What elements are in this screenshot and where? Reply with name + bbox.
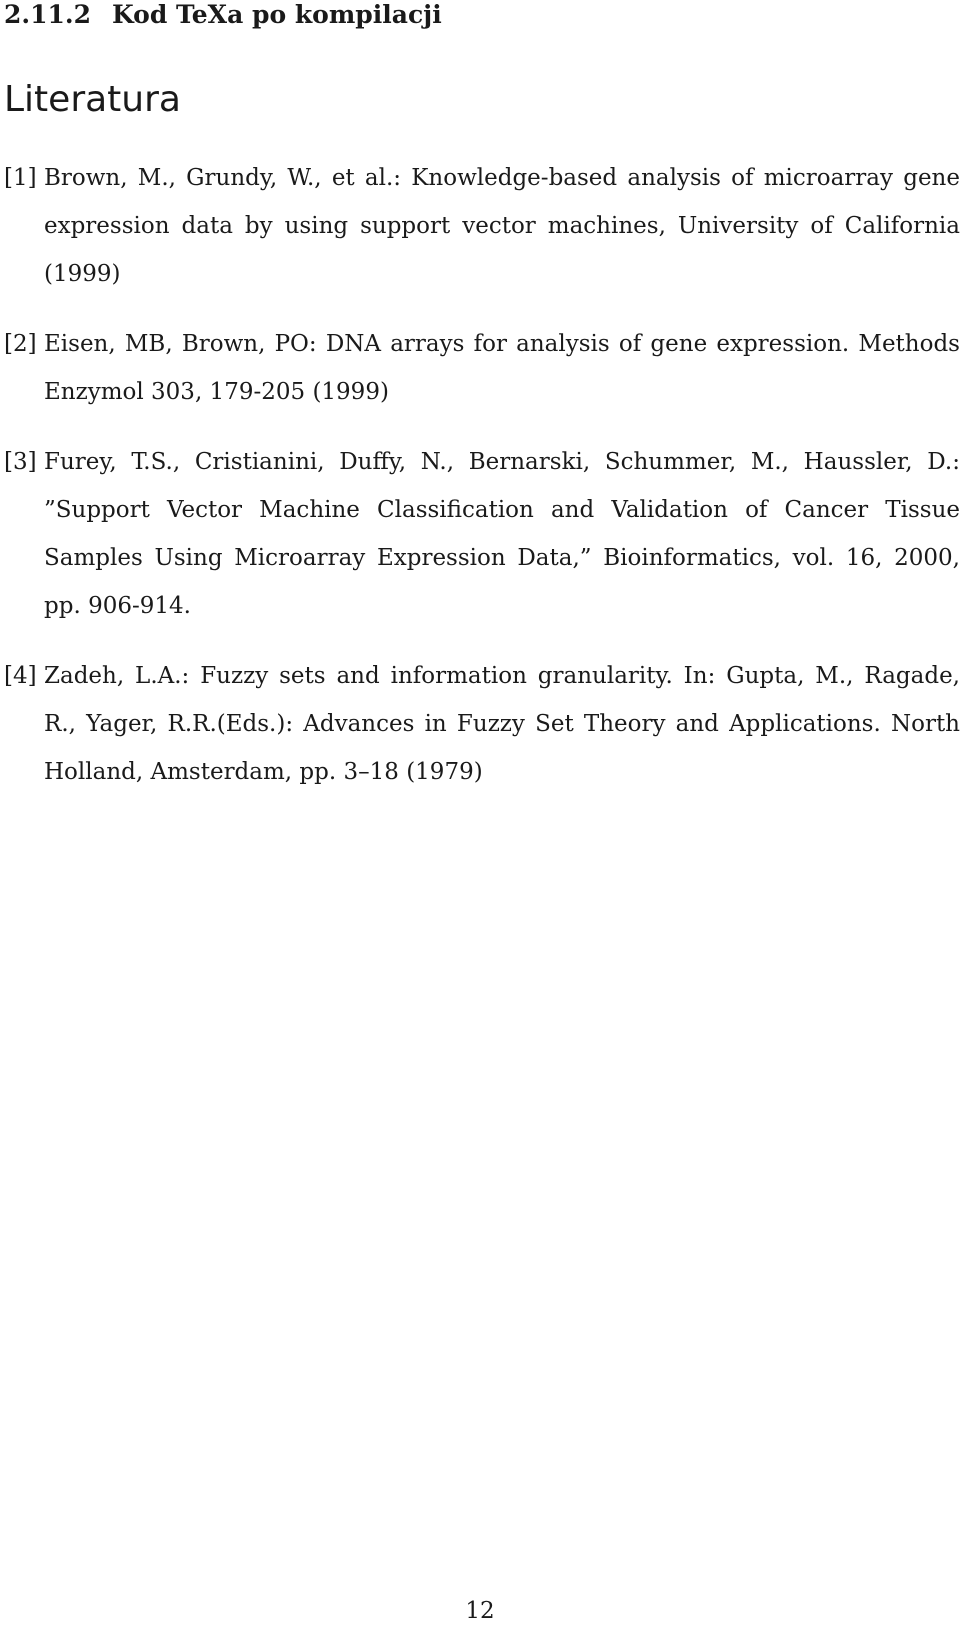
reference-item — [4, 438, 960, 630]
reference-text: Furey, T.S., Cristianini, Duffy, N., Bernarski, Schummer, M., Haussler, D.: ”Support Vector Machine Classification and Validation of Cancer Tissue Samples Using Microarray Expression Data,” Bioinformatics, vol. 16, 2000, pp. 906-914. — [44, 449, 960, 619]
section-number: 2.11.2 — [4, 0, 91, 29]
chapter-title: Literatura — [4, 79, 181, 120]
reference-item — [4, 154, 960, 298]
section-title: Kod TeXa po kompilacji — [112, 0, 442, 29]
page-number: 12 — [465, 1598, 495, 1624]
reference-list — [4, 154, 960, 818]
reference-text: Eisen, MB, Brown, PO: DNA arrays for analysis of gene expression. Methods Enzymol 303, 179-205 (1999) — [44, 331, 960, 405]
reference-text: Zadeh, L.A.: Fuzzy sets and information granularity. In: Gupta, M., Ragade, R., Yager, R.R.(Eds.): Advances in Fuzzy Set Theory and Applications. North Holland, Amsterdam, pp. 3–18 (1979) — [44, 663, 960, 785]
reference-item — [4, 320, 960, 416]
reference-label: [1] — [4, 165, 37, 191]
reference-label: [3] — [4, 449, 37, 475]
reference-text: Brown, M., Grundy, W., et al.: Knowledge-based analysis of microarray gene expression data by using support vector machines, University of California (1999) — [44, 165, 960, 287]
section-heading — [4, 0, 442, 30]
reference-item — [4, 652, 960, 796]
reference-label: [2] — [4, 331, 37, 357]
reference-label: [4] — [4, 663, 37, 689]
